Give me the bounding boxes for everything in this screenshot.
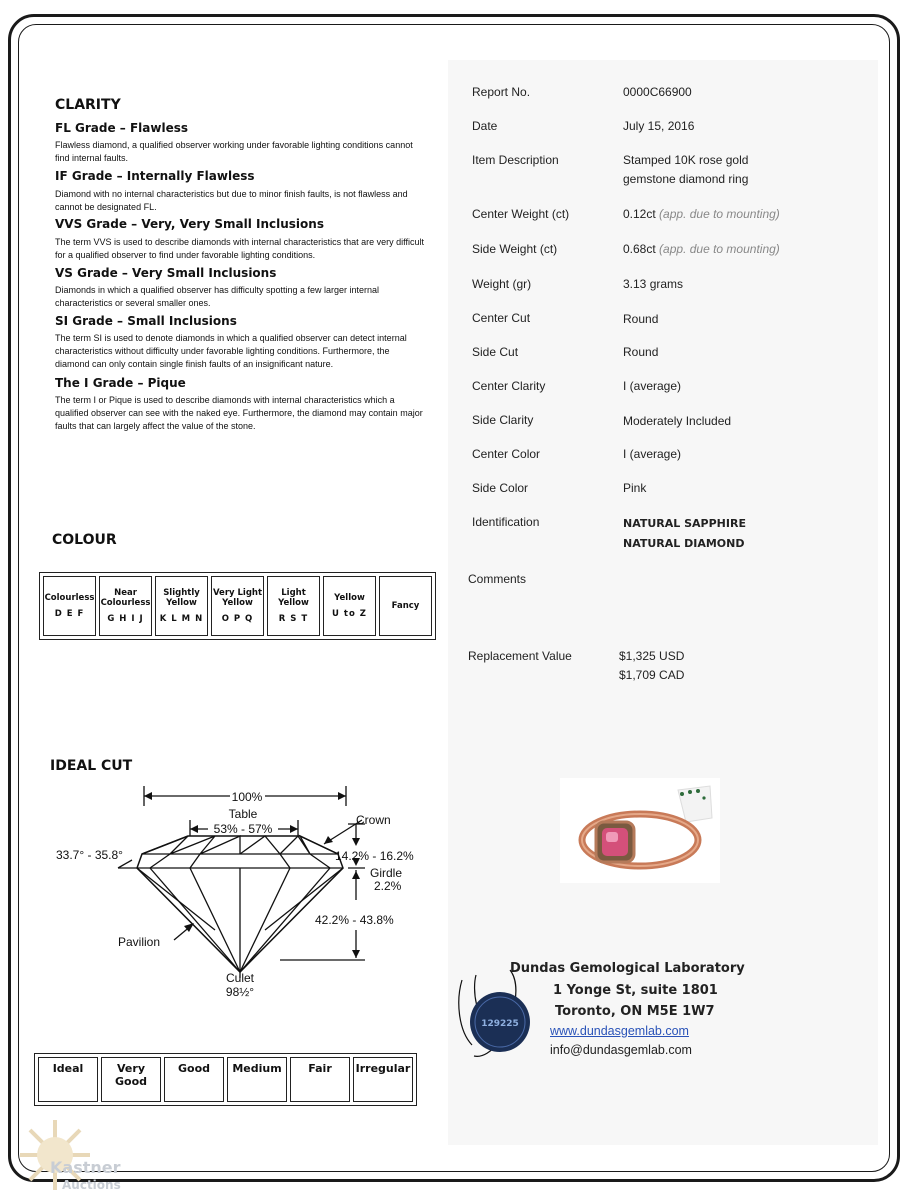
report-label: Side Clarity xyxy=(472,413,534,427)
report-value: Moderately Included xyxy=(623,414,732,428)
girdle-value-label: 2.2% xyxy=(374,879,402,893)
report-label: Comments xyxy=(468,572,527,586)
side-weight-value: 0.68ct xyxy=(623,242,656,256)
crown-label: Crown xyxy=(356,813,391,827)
ideal-cut-heading: IDEAL CUT xyxy=(50,758,133,774)
report-label: Center Cut xyxy=(472,311,531,325)
colour-cell xyxy=(211,576,264,636)
colour-cell xyxy=(379,576,432,636)
grade-title-vs: VS Grade – Very Small Inclusions xyxy=(55,266,277,280)
colour-grades: K L M N xyxy=(159,614,204,624)
crown-angle-label: 33.7° - 35.8° xyxy=(56,848,123,862)
seal-number: 129225 xyxy=(481,1019,519,1029)
grade-title-vvs: VVS Grade – Very, Very Small Inclusions xyxy=(55,217,324,231)
ring-photo xyxy=(560,778,720,883)
culet-value-label: 98½° xyxy=(225,985,255,999)
report-label: Report No. xyxy=(472,85,531,99)
report-value: 3.13 grams xyxy=(623,277,684,291)
colour-scale-table xyxy=(39,572,436,640)
report-label: Identification xyxy=(472,515,540,529)
lab-website-link[interactable]: www.dundasgemlab.com xyxy=(550,1024,689,1038)
cut-grade-table xyxy=(34,1053,417,1106)
grade-desc-fl: Flawless diamond, a qualified observer working under favorable lighting conditions cannot find internal faults. xyxy=(55,140,413,163)
pavilion-depth-label: 42.2% - 43.8% xyxy=(315,913,394,927)
center-weight-note: (app. due to mounting) xyxy=(659,207,780,221)
grade-title-if: IF Grade – Internally Flawless xyxy=(55,169,255,183)
report-value-line2: gemstone diamond ring xyxy=(623,172,749,186)
colour-cell xyxy=(43,576,96,636)
report-value xyxy=(623,240,780,259)
report-value: Round xyxy=(623,312,659,326)
side-weight-note: (app. due to mounting) xyxy=(659,242,780,256)
cut-grade-cell: Irregular xyxy=(353,1057,413,1102)
center-weight-value: 0.12ct xyxy=(623,207,656,221)
colour-grades: D E F xyxy=(54,609,85,619)
report-label: Center Clarity xyxy=(472,379,546,393)
report-label: Side Cut xyxy=(472,345,519,359)
colour-cell xyxy=(323,576,376,636)
colour-name: Slightly Yellow xyxy=(163,588,200,608)
lab-address-line2: Toronto, ON M5E 1W7 xyxy=(555,1004,715,1019)
cut-grade-cell: Ideal xyxy=(38,1057,98,1102)
replacement-value-cad: $1,709 CAD xyxy=(619,668,685,682)
grade-desc-if: Diamond with no internal characteristics but due to minor finish faults, is not flawless and cannot be designated FL. xyxy=(55,189,408,212)
grade-desc-si: The term SI is used to denote diamonds in which a qualified observer can detect internal characteristics without difficulty under favorable lighting conditions. Furthermore, the diamond can only contain single finish faults of an insignificant nature. xyxy=(55,333,407,369)
logo-line2: Auctions xyxy=(62,1178,121,1192)
grade-desc-vs: Diamonds in which a qualified observer has difficulty spotting a few larger internal characteristics or several smaller ones. xyxy=(55,285,380,308)
report-label: Side Color xyxy=(472,481,529,495)
cut-grade-cell: Fair xyxy=(290,1057,350,1102)
colour-grades: G H I J xyxy=(107,614,144,624)
report-value: 0000C66900 xyxy=(623,85,692,99)
cut-grade-cell: Medium xyxy=(227,1057,287,1102)
colour-name: Light Yellow xyxy=(278,588,309,608)
pavilion-label: Pavilion xyxy=(118,935,161,949)
lab-seal xyxy=(452,960,532,1070)
colour-grades: R S T xyxy=(278,614,309,624)
report-label: Weight (gr) xyxy=(472,277,532,291)
lab-email: info@dundasgemlab.com xyxy=(550,1043,692,1057)
report-label: Item Description xyxy=(472,153,559,167)
report-value: Round xyxy=(623,345,659,359)
colour-name: Fancy xyxy=(391,601,420,611)
colour-name: Near Colourless xyxy=(100,588,151,608)
auction-logo xyxy=(10,1115,140,1195)
table-label: Table xyxy=(228,807,258,821)
width-label: 100% xyxy=(231,790,263,804)
colour-name: Very Light Yellow xyxy=(212,588,263,608)
report-value: July 15, 2016 xyxy=(623,119,695,133)
cut-grade-cell: Very Good xyxy=(101,1057,161,1102)
grade-desc-i: The term I or Pique is used to describe diamonds with internal characteristics which a qualified observer can see with the naked eye. Furthermore, the diamond may contain major faults that can largely affect the value of the stone. xyxy=(55,395,423,431)
report-value: Pink xyxy=(623,481,647,495)
crown-height-label: 14.2% - 16.2% xyxy=(335,849,414,863)
colour-name: Yellow xyxy=(334,593,365,603)
colour-cell xyxy=(99,576,152,636)
colour-grades: U to Z xyxy=(332,609,367,619)
report-label: Replacement Value xyxy=(468,649,572,663)
identification-value: NATURAL SAPPHIRE xyxy=(623,517,746,530)
culet-label: Culet xyxy=(225,971,255,985)
cut-grade-cell: Good xyxy=(164,1057,224,1102)
table-range-label: 53% - 57% xyxy=(213,822,273,836)
clarity-heading: CLARITY xyxy=(55,97,121,113)
report-value: Stamped 10K rose gold xyxy=(623,153,749,167)
identification-value-line2: NATURAL DIAMOND xyxy=(623,537,745,550)
report-label: Center Weight (ct) xyxy=(472,207,570,221)
colour-cell xyxy=(155,576,208,636)
grade-title-fl: FL Grade – Flawless xyxy=(55,121,189,135)
colour-grades: O P Q xyxy=(221,614,254,624)
diamond-cut-diagram xyxy=(40,780,440,1005)
lab-address-line1: 1 Yonge St, suite 1801 xyxy=(553,983,718,998)
grade-title-si: SI Grade – Small Inclusions xyxy=(55,314,237,328)
lab-name: Dundas Gemological Laboratory xyxy=(510,961,745,976)
replacement-value-usd: $1,325 USD xyxy=(619,649,685,663)
girdle-label: Girdle xyxy=(370,866,403,880)
report-value: I (average) xyxy=(623,379,682,393)
report-label: Side Weight (ct) xyxy=(472,242,558,256)
grade-desc-vvs: The term VVS is used to describe diamonds with internal characteristics that are very difficult for a qualified observer to find under favorable lighting conditions. xyxy=(55,237,424,260)
report-label: Center Color xyxy=(472,447,541,461)
colour-cell xyxy=(267,576,320,636)
grade-title-i: The I Grade – Pique xyxy=(55,376,186,390)
colour-heading: COLOUR xyxy=(52,532,117,548)
report-label: Date xyxy=(472,119,498,133)
report-value: I (average) xyxy=(623,447,682,461)
logo-line1: Kastner xyxy=(50,1158,121,1177)
report-value xyxy=(623,205,780,224)
colour-name: Colourless xyxy=(44,593,95,603)
